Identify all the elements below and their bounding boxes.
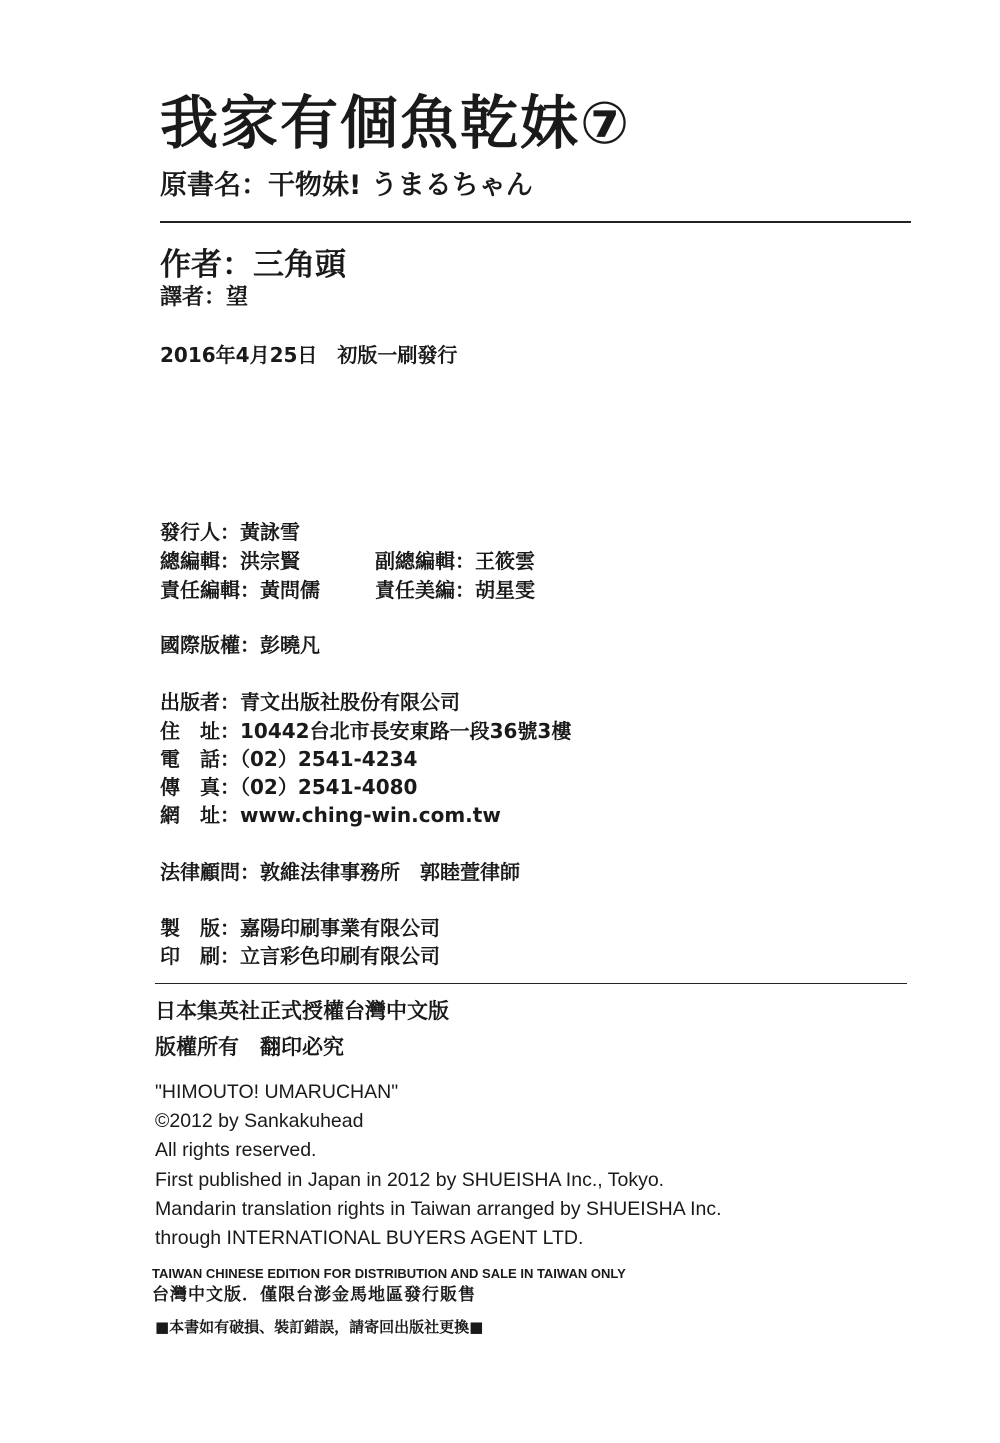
editor-row: [160, 547, 535, 575]
distribution-zh: 台灣中文版．僅限台澎金馬地區發行販售: [152, 1285, 476, 1305]
responsible-art: 責任美編：胡星雯: [375, 578, 535, 602]
copyright-line: ©2012 by Sankakuhead: [155, 1110, 364, 1132]
publisher-website: 網 址：www.ching-win.com.tw: [160, 803, 501, 827]
publisher-fax: 傳 真：（02）2541-4080: [160, 775, 418, 799]
intl-rights: 國際版權：彭曉凡: [160, 633, 320, 657]
first-published-line: First published in Japan in 2012 by SHUEISHA Inc., Tokyo.: [155, 1169, 665, 1191]
author: 作者：三角頭: [160, 247, 346, 283]
agent-line: through INTERNATIONAL BUYERS AGENT LTD.: [155, 1227, 584, 1249]
all-rights-line: All rights reserved.: [155, 1139, 317, 1161]
edition-date: 2016年4月25日 初版一刷發行: [160, 343, 458, 367]
chief-editor: 總編輯：洪宗賢: [160, 549, 300, 573]
publisher-person-row: [160, 518, 300, 546]
distribution-en: TAIWAN CHINESE EDITION FOR DISTRIBUTION AND SALE IN TAIWAN ONLY: [152, 1266, 626, 1281]
damage-notice: ■本書如有破損、裝訂錯誤，請寄回出版社更換■: [155, 1318, 484, 1336]
responsible-editor: 責任編輯：黃問儒: [160, 578, 320, 602]
original-title: 原書名：干物妹! うまるちゃん: [160, 170, 533, 201]
publisher-name: 出版者：青文出版社股份有限公司: [160, 690, 460, 714]
book-title: 我家有個魚乾妹⑦: [160, 89, 632, 157]
translation-rights-line: Mandarin translation rights in Taiwan arranged by SHUEISHA Inc.: [155, 1198, 722, 1220]
plate-maker: 製 版：嘉陽印刷事業有限公司: [160, 916, 440, 940]
rights-reserved: 版權所有 翻印必究: [155, 1034, 344, 1059]
publisher-address: 住 址：10442台北市長安東路一段36號3樓: [160, 719, 572, 743]
publisher-person: 發行人：黃詠雪: [160, 520, 300, 544]
bottom-divider: [155, 983, 907, 984]
authorized-edition: 日本集英社正式授權台灣中文版: [155, 998, 449, 1023]
responsible-row: [160, 576, 535, 604]
printer: 印 刷：立言彩色印刷有限公司: [160, 944, 440, 968]
copyright-title: "HIMOUTO! UMARUCHAN": [155, 1081, 399, 1103]
intl-rights-row: [160, 631, 320, 659]
translator: 譯者：望: [160, 285, 249, 310]
top-divider: [160, 221, 911, 223]
legal-counsel: 法律顧問：敦維法律事務所 郭睦萱律師: [160, 860, 520, 884]
publisher-phone: 電 話：（02）2541-4234: [160, 747, 418, 771]
deputy-chief-editor: 副總編輯：王筱雲: [375, 549, 535, 573]
